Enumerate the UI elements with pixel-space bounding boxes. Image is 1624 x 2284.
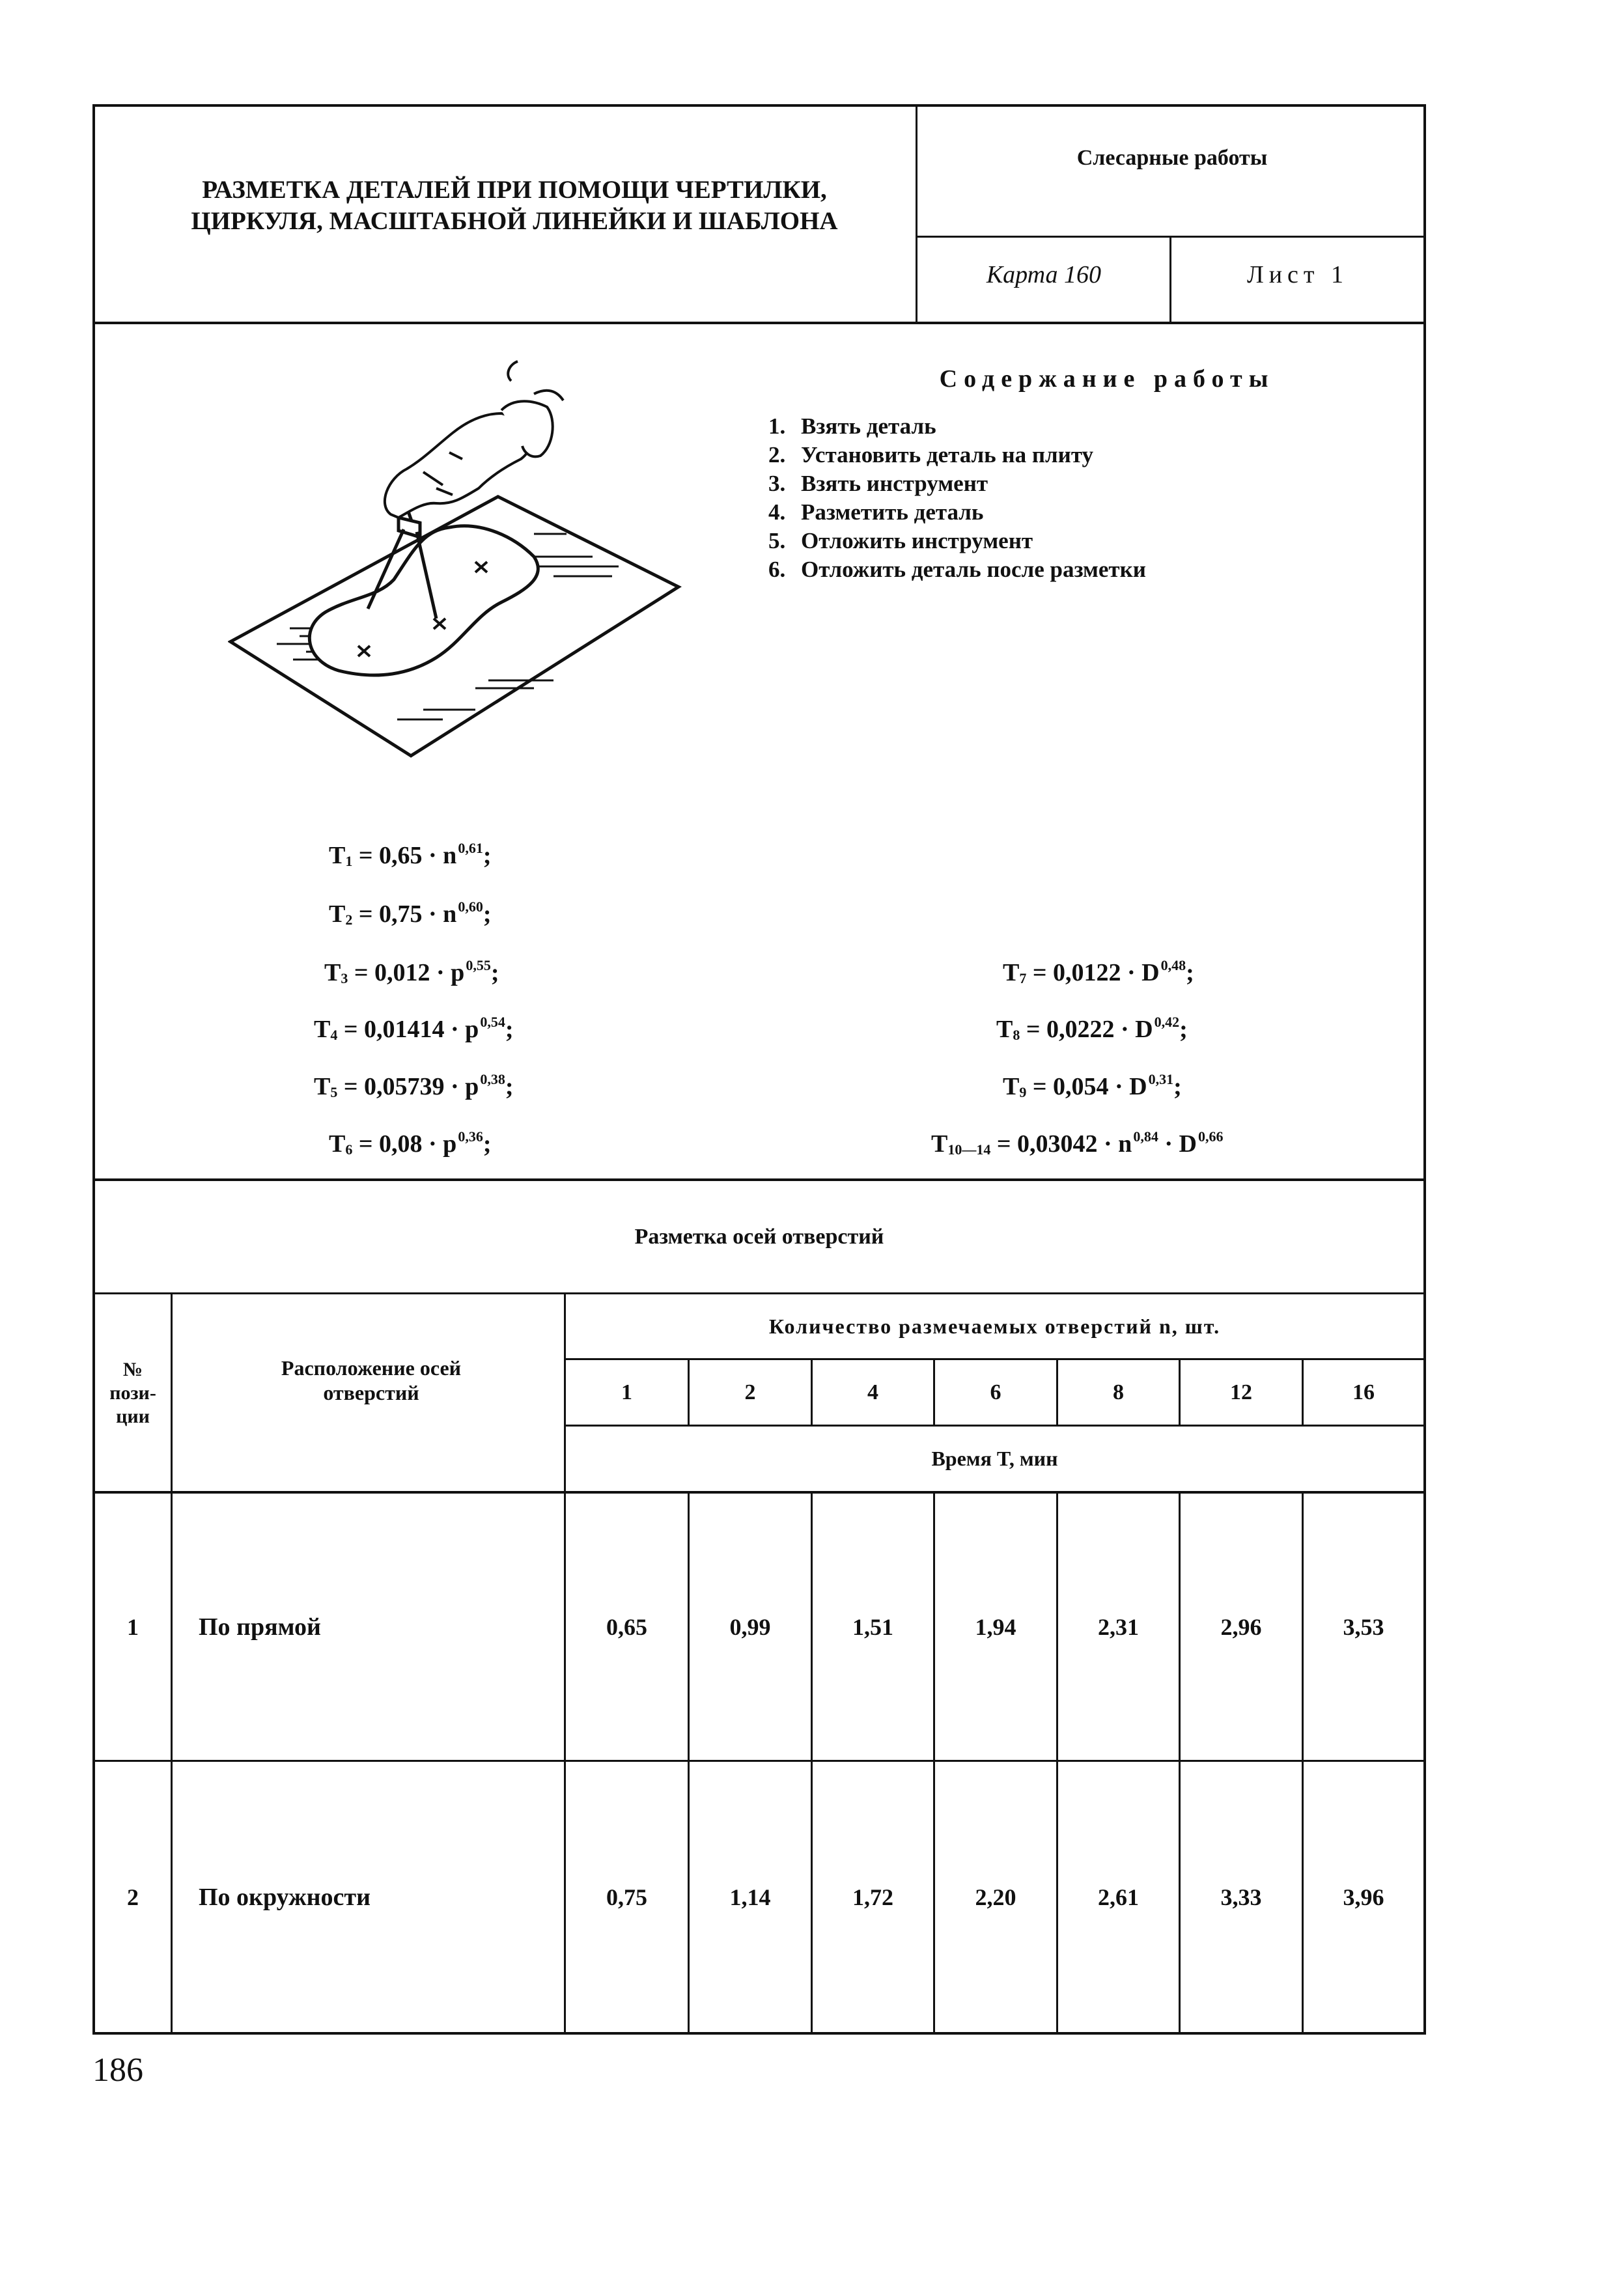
formula-t3: $T_3 = 0,012 \cdot p^{0,55}$; xyxy=(324,957,499,986)
work-heading: Содержание работы xyxy=(939,365,1275,393)
step-number: 1. xyxy=(768,413,786,439)
count-col-header: 16 xyxy=(1352,1380,1375,1404)
step-text: Взять деталь xyxy=(801,413,936,439)
step-number: 4. xyxy=(768,499,786,525)
doc-title-line2: ЦИРКУЛЯ, МАСШТАБНОЙ ЛИНЕЙКИ И ШАБЛОНА xyxy=(191,207,838,235)
table-cell: 1,51 xyxy=(852,1613,893,1640)
table-cell: 3,33 xyxy=(1220,1884,1262,1910)
formula-t7: $T_7 = 0,0122 \cdot D^{0,48}$; xyxy=(1003,957,1194,986)
work-steps xyxy=(768,412,1146,584)
count-col-header: 8 xyxy=(1113,1380,1124,1404)
page-number: 186 xyxy=(92,2052,143,2089)
work-step xyxy=(768,527,1146,555)
formula-t9: $T_9 = 0,054 \cdot D^{0,31}$; xyxy=(1003,1071,1182,1100)
step-number: 2. xyxy=(768,442,786,467)
col-pos-right xyxy=(171,1292,173,2033)
category-label: Слесарные работы xyxy=(1076,146,1268,170)
table-cell: 0,65 xyxy=(606,1613,647,1640)
count-col-header: 1 xyxy=(621,1380,632,1404)
formula-t2: $T_2 = 0,75 \cdot n^{0,60}$; xyxy=(329,898,492,928)
table-cell: 2,96 xyxy=(1220,1613,1262,1640)
table-cell: 2,61 xyxy=(1098,1884,1139,1910)
header-vertical xyxy=(916,104,917,323)
col-header-position: № пози- ции xyxy=(109,1359,156,1427)
work-step xyxy=(768,441,1146,469)
step-text: Отложить деталь после разметки xyxy=(801,557,1146,582)
table-cell: 0,99 xyxy=(729,1613,771,1640)
sheet-number: Лист 1 xyxy=(1246,261,1349,288)
hand-drawing xyxy=(385,361,563,518)
table-row-layout: По прямой xyxy=(199,1613,321,1641)
marking-illustration xyxy=(228,355,684,811)
table-cell: 1,94 xyxy=(975,1613,1016,1640)
formula-t1: $T_1 = 0,65 \cdot n^{0,61}$; xyxy=(329,840,492,869)
work-step xyxy=(768,555,1146,584)
template-part xyxy=(309,526,538,675)
table-cell: 1,72 xyxy=(852,1884,893,1910)
frame-bottom xyxy=(92,2032,1426,2035)
card-number: Карта 160 xyxy=(986,261,1102,288)
step-number: 6. xyxy=(768,557,786,582)
work-step xyxy=(768,412,1146,441)
step-text: Взять инструмент xyxy=(801,471,988,496)
count-col-header: 4 xyxy=(867,1380,878,1404)
table-cell: 2,31 xyxy=(1098,1613,1139,1640)
step-text: Разметить деталь xyxy=(801,499,984,525)
step-number: 3. xyxy=(768,471,786,496)
work-step xyxy=(768,498,1146,527)
formula-t5: $T_5 = 0,05739 \cdot p^{0,38}$; xyxy=(314,1071,514,1100)
step-number: 5. xyxy=(768,528,786,553)
table-cell: 0,75 xyxy=(606,1884,647,1910)
table-row-position: 1 xyxy=(127,1613,139,1640)
count-col-header: 12 xyxy=(1230,1380,1252,1404)
count-col-header: 2 xyxy=(744,1380,756,1404)
table-row-layout: По окружности xyxy=(199,1883,371,1911)
time-header: Время T, мин xyxy=(931,1447,1058,1470)
doc-title xyxy=(143,174,886,237)
col-header-layout: Расположение осей отверстий xyxy=(281,1356,462,1404)
table-cell: 1,14 xyxy=(729,1884,771,1910)
table-cell: 3,96 xyxy=(1343,1884,1384,1910)
frame-right xyxy=(1423,104,1426,2035)
count-col-header: 6 xyxy=(990,1380,1001,1404)
step-text: Отложить инструмент xyxy=(801,528,1033,553)
formula-t4: $T_4 = 0,01414 \cdot p^{0,54}$; xyxy=(314,1014,514,1043)
card-sheet-divider xyxy=(1169,236,1171,323)
formula-t6: $T_6 = 0,08 \cdot p^{0,36}$; xyxy=(329,1128,492,1158)
header-bottom-line xyxy=(92,322,1426,324)
work-step xyxy=(768,469,1146,498)
formula-t10-14: $T_{10—14} = 0,03042 \cdot n^{0,84} \cdot D^{0,66}$ xyxy=(931,1128,1224,1158)
table-row-position: 2 xyxy=(127,1884,139,1910)
table-title: Разметка осей отверстий xyxy=(634,1224,884,1249)
count-header: Количество размечаемых отверстий n, шт. xyxy=(768,1314,1221,1338)
frame-top xyxy=(92,104,1426,107)
formula-t8: $T_8 = 0,0222 \cdot D^{0,42}$; xyxy=(996,1014,1188,1043)
table-cell: 3,53 xyxy=(1343,1613,1384,1640)
step-text: Установить деталь на плиту xyxy=(801,442,1094,467)
table-cell: 2,20 xyxy=(975,1884,1016,1910)
doc-title-line1: РАЗМЕТКА ДЕТАЛЕЙ ПРИ ПОМОЩИ ЧЕРТИЛКИ, xyxy=(202,176,827,204)
